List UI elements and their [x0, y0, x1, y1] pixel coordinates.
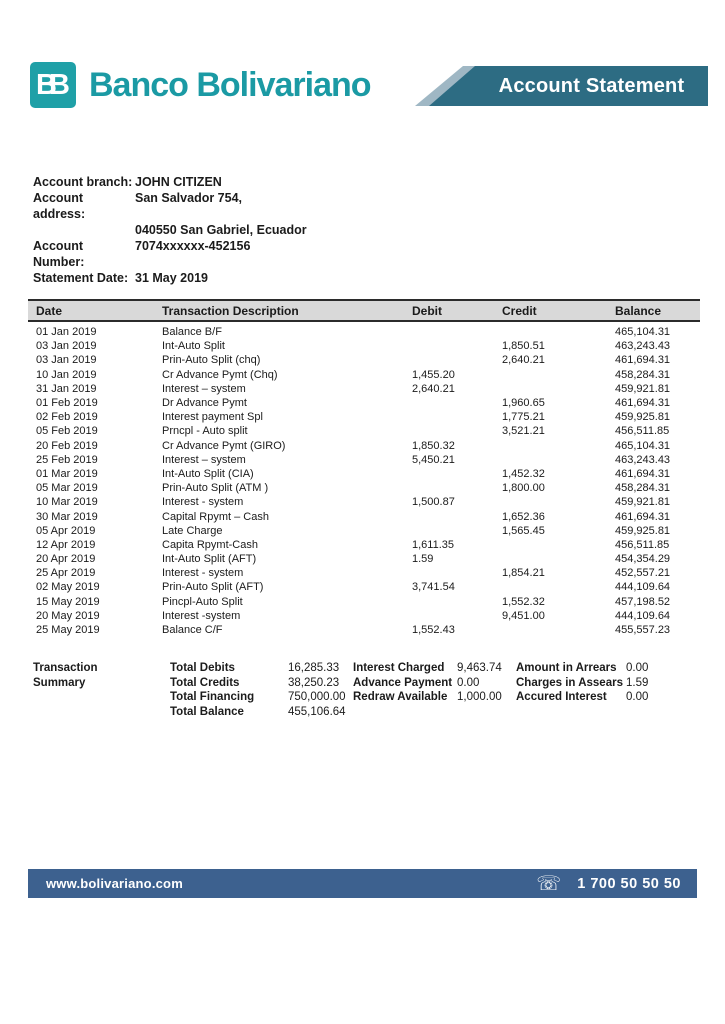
cell-date: 12 Apr 2019	[36, 538, 96, 551]
cell-credit: 1,652.36	[502, 510, 545, 523]
cell-debit: 1,611.35	[412, 538, 455, 551]
cell-description: Capita Rpymt-Cash	[162, 538, 258, 551]
cell-balance: 444,109.64	[615, 581, 671, 594]
cell-description: Cr Advance Pymt (Chq)	[162, 368, 278, 381]
cell-description: Balance C/F	[162, 624, 223, 637]
bank-logo	[30, 62, 371, 108]
cell-description: Prin-Auto Split (chq)	[162, 354, 261, 367]
phone-number: 1 700 50 50 50	[577, 875, 681, 892]
summary-label: Interest Charged	[353, 662, 445, 674]
summary-value: 1,000.00	[457, 691, 502, 703]
page-title: Account Statement	[498, 74, 685, 97]
cell-date: 01 Jan 2019	[36, 326, 97, 339]
cell-balance: 461,694.31	[615, 467, 671, 480]
cell-description: Capital Rpymt – Cash	[162, 510, 269, 523]
header-balance: Balance	[615, 303, 662, 318]
cell-description: Interest -system	[162, 609, 241, 622]
bank-logo-mark: BB	[36, 68, 62, 101]
summary-value: 1.59	[626, 676, 649, 689]
header-credit: Credit	[502, 303, 537, 318]
summary-arrears-column	[516, 661, 648, 705]
header-description: Transaction Description	[162, 303, 299, 318]
table-row	[28, 339, 700, 353]
cell-balance: 458,284.31	[615, 368, 671, 381]
cell-credit: 3,521.21	[502, 425, 545, 438]
cell-description: Late Charge	[162, 524, 223, 537]
cell-balance: 461,694.31	[615, 397, 671, 410]
cell-credit: 1,960.65	[502, 397, 545, 410]
cell-date: 05 Mar 2019	[36, 482, 98, 495]
cell-date: 02 May 2019	[36, 581, 100, 594]
transactions-table	[28, 299, 700, 637]
cell-balance: 465,104.31	[615, 326, 671, 339]
summary-title-line1: Transaction	[33, 662, 98, 674]
summary-label: Amount in Arrears	[516, 662, 617, 674]
cell-description: Int-Auto Split (CIA)	[162, 467, 254, 480]
account-info-row	[33, 222, 307, 238]
cell-description: Dr Advance Pymt	[162, 397, 247, 410]
cell-credit: 9,451.00	[502, 609, 545, 622]
summary-title-line2: Summary	[33, 676, 86, 689]
summary-value: 16,285.33	[288, 662, 340, 674]
summary-row	[170, 690, 346, 705]
cell-credit: 2,640.21	[502, 354, 545, 367]
summary-row	[516, 690, 648, 705]
cell-description: Prncpl - Auto split	[162, 425, 248, 438]
account-info-label	[33, 222, 135, 238]
statement-title-banner	[413, 62, 710, 108]
account-info-label: Account branch:	[33, 175, 133, 189]
cell-balance: 444,109.64	[615, 609, 671, 622]
cell-description: Prin-Auto Split (AFT)	[162, 581, 264, 594]
table-row	[28, 353, 700, 367]
cell-balance: 465,104.31	[615, 439, 671, 452]
footer-bar	[28, 869, 697, 898]
cell-date: 25 Apr 2019	[36, 567, 96, 580]
summary-label: Total Balance	[170, 705, 244, 718]
account-info-row	[33, 190, 307, 222]
summary-row	[353, 676, 502, 691]
cell-date: 05 Feb 2019	[36, 425, 98, 438]
summary-row	[353, 661, 502, 676]
table-row	[28, 524, 700, 538]
cell-date: 20 May 2019	[36, 609, 100, 622]
cell-credit: 1,775.21	[502, 411, 545, 424]
table-row	[28, 410, 700, 424]
cell-date: 25 Feb 2019	[36, 453, 98, 466]
summary-row	[170, 676, 346, 691]
summary-interest-column	[353, 661, 502, 705]
header-debit: Debit	[412, 303, 442, 318]
telephone-icon: ☏	[536, 872, 562, 895]
account-info-value: 31 May 2019	[135, 271, 208, 285]
account-info-label: Account Number:	[33, 239, 85, 269]
table-row	[28, 609, 700, 623]
cell-balance: 459,925.81	[615, 524, 671, 537]
account-info	[33, 174, 307, 286]
cell-date: 01 Mar 2019	[36, 467, 98, 480]
cell-balance: 452,557.21	[615, 567, 671, 580]
cell-balance: 456,511.85	[615, 538, 670, 551]
cell-debit: 5,450.21	[412, 453, 455, 466]
summary-row	[516, 661, 648, 676]
cell-credit: 1,850.51	[502, 340, 545, 353]
cell-credit: 1,854.21	[502, 567, 545, 580]
cell-description: Pincpl-Auto Split	[162, 595, 243, 608]
cell-balance: 463,243.43	[615, 453, 671, 466]
summary-row	[516, 676, 648, 691]
cell-date: 20 Feb 2019	[36, 439, 98, 452]
cell-date: 01 Feb 2019	[36, 397, 98, 410]
table-row	[28, 439, 700, 453]
account-info-row	[33, 174, 307, 190]
table-row	[28, 325, 700, 339]
summary-label: Charges in Assears	[516, 676, 623, 689]
table-row	[28, 495, 700, 509]
cell-date: 03 Jan 2019	[36, 340, 97, 353]
cell-credit: 1,800.00	[502, 482, 545, 495]
cell-date: 31 Jan 2019	[36, 382, 97, 395]
summary-totals-column	[170, 661, 346, 719]
cell-date: 20 Apr 2019	[36, 553, 96, 566]
cell-balance: 457,198.52	[615, 595, 671, 608]
account-info-row	[33, 238, 307, 270]
table-row	[28, 424, 700, 438]
cell-credit: 1,552.32	[502, 595, 545, 608]
table-row	[28, 382, 700, 396]
cell-debit: 1,552.43	[412, 624, 455, 637]
summary-value: 0.00	[457, 676, 480, 689]
cell-balance: 463,243.43	[615, 340, 671, 353]
cell-balance: 459,921.81	[615, 382, 671, 395]
account-info-value: JOHN CITIZEN	[135, 175, 222, 189]
account-info-value: San Salvador 754,	[135, 191, 243, 205]
table-row	[28, 509, 700, 523]
cell-credit: 1,565.45	[502, 524, 545, 537]
summary-row	[170, 661, 346, 676]
footer-phone	[536, 874, 681, 894]
transactions-body	[28, 322, 700, 637]
table-row	[28, 396, 700, 410]
cell-balance: 461,694.31	[615, 510, 671, 523]
summary-value: 0.00	[626, 691, 649, 703]
table-header-row	[28, 299, 700, 322]
cell-date: 10 Mar 2019	[36, 496, 98, 509]
cell-description: Interest - system	[162, 496, 244, 509]
cell-date: 10 Jan 2019	[36, 368, 97, 381]
cell-debit: 1.59	[412, 553, 434, 566]
bank-logo-icon	[30, 62, 76, 108]
cell-description: Int-Auto Split	[162, 340, 225, 353]
table-row	[28, 481, 700, 495]
table-row	[28, 368, 700, 382]
table-row	[28, 453, 700, 467]
footer-website: www.bolivariano.com	[46, 876, 183, 891]
summary-label: Advance Payment	[353, 676, 453, 689]
summary-value: 0.00	[626, 662, 649, 674]
cell-description: Cr Advance Pymt (GIRO)	[162, 439, 286, 452]
summary-label: Redraw Available	[353, 691, 448, 703]
account-info-label: Statement Date:	[33, 271, 129, 285]
cell-balance: 461,694.31	[615, 354, 671, 367]
cell-debit: 1,455.20	[412, 368, 455, 381]
cell-balance: 459,925.81	[615, 411, 671, 424]
summary-row	[353, 690, 502, 705]
table-row	[28, 552, 700, 566]
cell-description: Balance B/F	[162, 326, 222, 339]
account-info-value: 040550 San Gabriel, Ecuador	[135, 223, 307, 237]
summary-label: Total Credits	[170, 676, 240, 689]
summary-label: Accured Interest	[516, 691, 607, 703]
header-date: Date	[36, 303, 63, 318]
account-info-row	[33, 270, 307, 286]
summary-value: 750,000.00	[288, 691, 346, 703]
cell-date: 05 Apr 2019	[36, 524, 96, 537]
summary-value: 9,463.74	[457, 662, 502, 674]
cell-balance: 458,284.31	[615, 482, 671, 495]
cell-credit: 1,452.32	[502, 467, 545, 480]
cell-description: Interest - system	[162, 567, 244, 580]
table-row	[28, 538, 700, 552]
cell-debit: 2,640.21	[412, 382, 455, 395]
table-row	[28, 467, 700, 481]
summary-title	[33, 661, 98, 690]
table-row	[28, 566, 700, 580]
account-info-value: 7074xxxxxx-452156	[135, 239, 251, 253]
cell-date: 03 Jan 2019	[36, 354, 97, 367]
bank-name: Banco Bolivariano	[89, 65, 371, 104]
cell-balance: 456,511.85	[615, 425, 670, 438]
summary-row	[170, 705, 346, 720]
summary-label: Total Debits	[170, 662, 235, 674]
table-row	[28, 595, 700, 609]
cell-date: 30 Mar 2019	[36, 510, 98, 523]
cell-date: 15 May 2019	[36, 595, 100, 608]
summary-label: Total Financing	[170, 691, 255, 703]
cell-debit: 1,850.32	[412, 439, 455, 452]
cell-description: Interest – system	[162, 453, 246, 466]
account-info-label: Account address:	[33, 191, 86, 221]
cell-date: 25 May 2019	[36, 624, 100, 637]
summary-value: 455,106.64	[288, 705, 346, 718]
cell-date: 02 Feb 2019	[36, 411, 98, 424]
cell-description: Prin-Auto Split (ATM )	[162, 482, 269, 495]
table-row	[28, 623, 700, 637]
cell-debit: 1,500.87	[412, 496, 455, 509]
cell-debit: 3,741.54	[412, 581, 455, 594]
table-row	[28, 580, 700, 594]
cell-description: Int-Auto Split (AFT)	[162, 553, 257, 566]
cell-description: Interest payment Spl	[162, 411, 263, 424]
summary-value: 38,250.23	[288, 676, 340, 689]
cell-description: Interest – system	[162, 382, 246, 395]
cell-balance: 454,354.29	[615, 553, 671, 566]
cell-balance: 455,557.23	[615, 624, 671, 637]
cell-balance: 459,921.81	[615, 496, 671, 509]
